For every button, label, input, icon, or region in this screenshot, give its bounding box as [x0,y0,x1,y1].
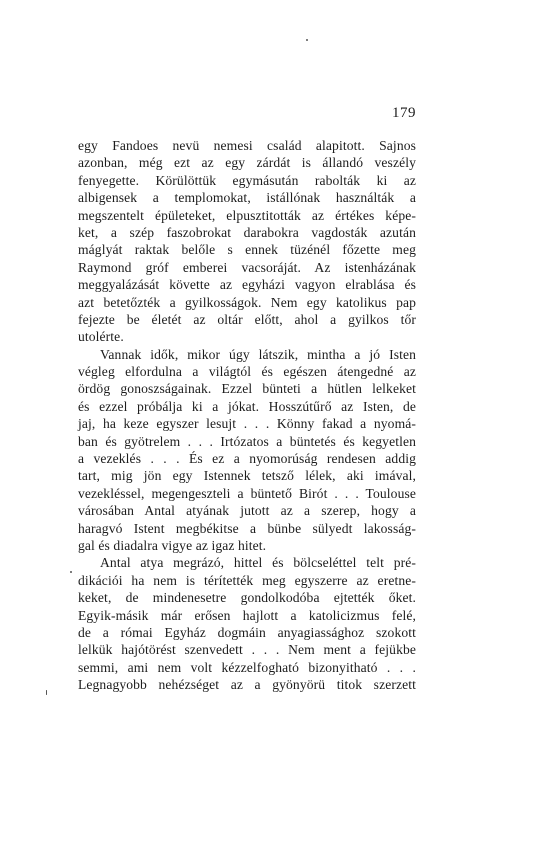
text-line: fenyegette. Körülöttük egymásután rabolták ki az [78,172,416,188]
print-speck [46,690,47,695]
paragraph-1 [78,137,416,346]
print-speck [70,571,72,573]
text-line: meggyalázását követte az egyházi vagyon elrablása és [78,277,416,293]
text-line: gal és diadalra vigye az igaz hitet. [78,537,267,553]
text-line: fejezte be életét az oltár előtt, ahol a gyilkos tőr [78,311,416,327]
text-line: ban és gyötrelem . . . Irtózatos a büntetés és kegyetlen [78,433,416,449]
text-line: azonban, még ezt az egy zárdát is állandó veszély [78,155,416,171]
text-line: lelkük hajótörést szenvedett . . . Nem ment a fejükbe [78,642,416,658]
text-line: a vezeklés . . . És ez a nyomorúság rendesen addig [78,451,416,467]
text-line: Legnagyobb nehézséget az a gyönyörü titok szerzett [78,677,416,693]
text-line: Antal atya megrázó, hittel és bölcseléttel telt pré- [100,555,416,571]
text-line: végleg elfordulna a világtól és egészen átengedné az [78,364,416,380]
text-line: semmi, ami nem volt kézzelfogható bizonyitható . . . [78,659,416,675]
text-line: máglyát raktak belőle s ennek tüzénél főzette meg [78,242,416,258]
text-line: haragvó Istent megbékitse a bünbe sülyedt lakosság- [78,520,416,536]
text-line: jaj, ha keze egyszer lesujt . . . Könny fakad a nyomá- [78,416,416,432]
text-line: ördög gonoszságainak. Ezzel bünteti a hütlen lelkeket [78,381,416,397]
text-line: Raymond gróf emberei vacsoráját. Az istenházának [78,259,416,275]
page-number: 179 [392,105,416,121]
paragraph-3 [78,554,416,693]
text-line: dikációi ha nem is térítették meg egyszerre az eretne- [78,572,416,588]
text-line: ket, a szép faszobrokat darabokra vagdosták azután [78,224,416,240]
body-text [78,137,416,694]
text-line: megszentelt épületeket, elpusztitották az értékes képe- [78,207,416,223]
text-line: albigensek a templomokat, istállónak használták a [78,190,416,206]
text-line: és ezzel próbálja ki a jókat. Hosszútűrő az Isten, de [78,398,416,414]
text-line: keket, de mindenesetre gondolkodóba ejtették őket. [78,590,416,606]
text-line: tart, mig jön egy Istennek tetsző lélek, aki imával, [78,468,416,484]
text-line: azt betetőzték a gyilkosságok. Nem egy katolikus pap [78,294,416,310]
text-line: utolérte. [78,329,124,345]
paragraph-2 [78,346,416,555]
text-line: egy Fandoes nevü nemesi család alapitott. Sajnos [78,138,416,153]
print-speck [306,39,308,41]
text-line: városában Antal atyának jutott az a szerep, hogy a [78,503,416,519]
text-line: Vannak idők, mikor úgy látszik, mintha a jó Isten [100,346,416,362]
text-line: de a római Egyház dogmáin anyagiassághoz szokott [78,624,416,640]
text-line: vezekléssel, megengeszteli a büntető Birót . . . Toulouse [78,485,416,501]
text-line: Egyik-másik már erősen hajlott a katolicizmus felé, [78,607,416,623]
